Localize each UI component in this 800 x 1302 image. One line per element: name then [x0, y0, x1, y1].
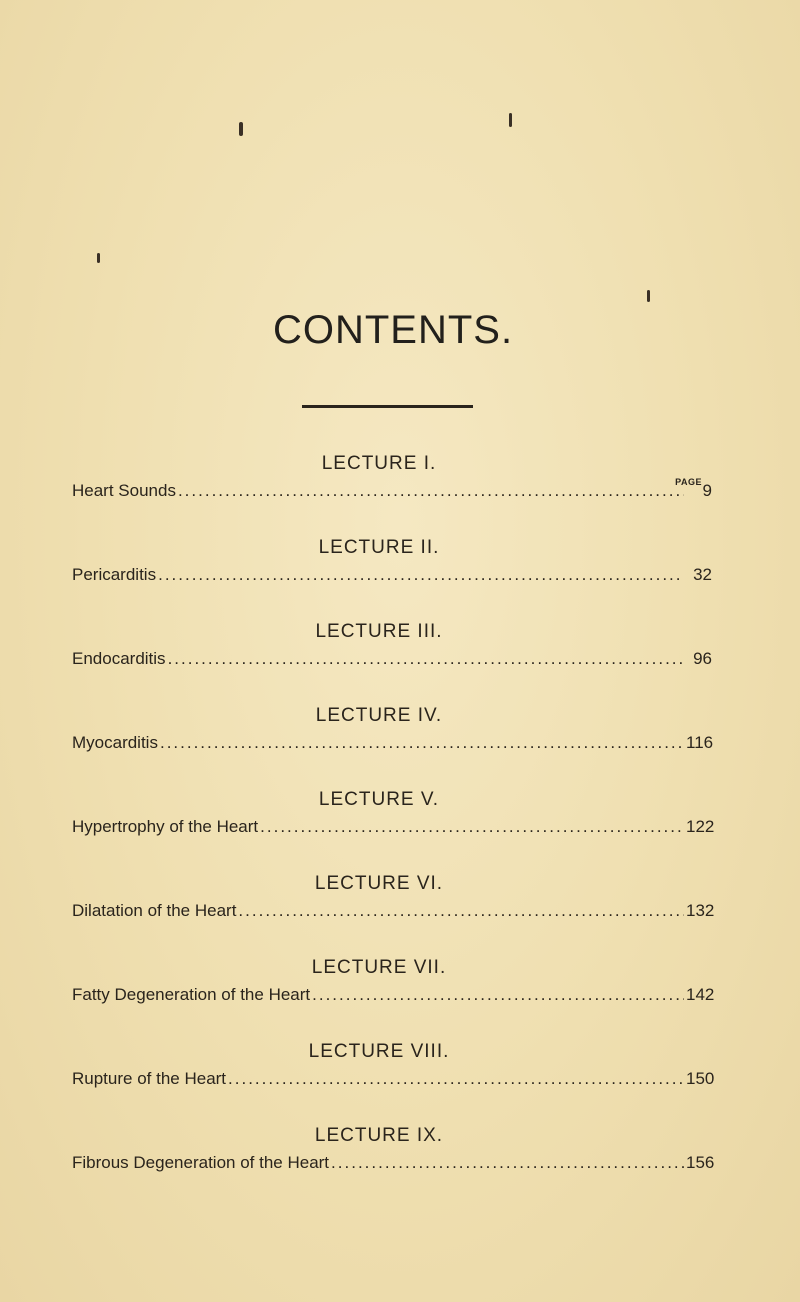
toc-entry — [72, 646, 712, 672]
ink-speck — [239, 122, 243, 136]
dot-leader — [312, 982, 684, 1008]
dot-leader — [228, 1066, 684, 1092]
lecture-heading: LECTURE III. — [315, 621, 443, 642]
toc-entry — [72, 478, 712, 504]
ink-speck — [97, 253, 100, 263]
entry-page-number: 96 — [693, 649, 712, 668]
lecture-group — [72, 870, 715, 924]
entry-title: Fibrous Degeneration of the Heart — [72, 1153, 330, 1172]
toc-entry — [72, 898, 715, 924]
entry-title: Heart Sounds — [72, 481, 176, 500]
toc-entry — [72, 814, 715, 840]
entry-title: Rupture of the Heart — [72, 1069, 227, 1088]
dot-leader — [331, 1150, 684, 1176]
lecture-heading: LECTURE VI. — [314, 873, 444, 894]
lecture-heading: LECTURE V. — [318, 789, 440, 810]
lecture-group — [72, 618, 712, 672]
title-rule — [302, 405, 473, 408]
ink-speck — [647, 290, 650, 302]
entry-page-number: 116 — [686, 733, 714, 752]
lecture-group — [72, 1122, 715, 1176]
lecture-heading: LECTURE II. — [318, 537, 440, 558]
page-column-label: PAGE — [675, 477, 702, 487]
entry-page-number: 150 — [686, 1069, 715, 1088]
entry-title: Myocarditis — [72, 733, 158, 752]
lecture-heading: LECTURE VII. — [311, 957, 447, 978]
entry-title: Hypertrophy of the Heart — [72, 817, 259, 836]
lecture-heading: LECTURE I. — [321, 453, 437, 474]
lecture-group — [72, 1038, 715, 1092]
ink-speck — [509, 113, 512, 127]
lecture-group — [72, 534, 712, 588]
entry-title: Endocarditis — [72, 649, 166, 668]
entry-title: Dilatation of the Heart — [72, 901, 237, 920]
toc-entry — [72, 1150, 715, 1176]
toc-entry — [72, 730, 712, 756]
entry-title: Fatty Degeneration of the Heart — [72, 985, 311, 1004]
entry-page-number: 122 — [686, 817, 715, 836]
lecture-heading: LECTURE IX. — [314, 1125, 444, 1146]
table-of-contents — [72, 450, 715, 1206]
entry-page-number: 32 — [693, 565, 712, 584]
lecture-group — [72, 450, 712, 504]
entry-page-number: 142 — [686, 985, 715, 1004]
lecture-heading: LECTURE IV. — [315, 705, 443, 726]
entry-title: Pericarditis — [72, 565, 157, 584]
toc-entry — [72, 1066, 715, 1092]
entry-page-number: 9 — [702, 481, 712, 500]
dot-leader — [160, 730, 684, 756]
lecture-group — [72, 702, 712, 756]
dot-leader — [168, 646, 684, 672]
entry-page-number: 132 — [686, 901, 715, 920]
page-title: CONTENTS. — [272, 308, 514, 352]
dot-leader — [158, 562, 684, 588]
lecture-group — [72, 954, 715, 1008]
dot-leader — [178, 478, 684, 504]
lecture-heading: LECTURE VIII. — [308, 1041, 450, 1062]
dot-leader — [238, 898, 684, 924]
lecture-group — [72, 786, 715, 840]
toc-entry — [72, 982, 715, 1008]
dot-leader — [260, 814, 684, 840]
toc-entry — [72, 562, 712, 588]
entry-page-number: 156 — [686, 1153, 715, 1172]
